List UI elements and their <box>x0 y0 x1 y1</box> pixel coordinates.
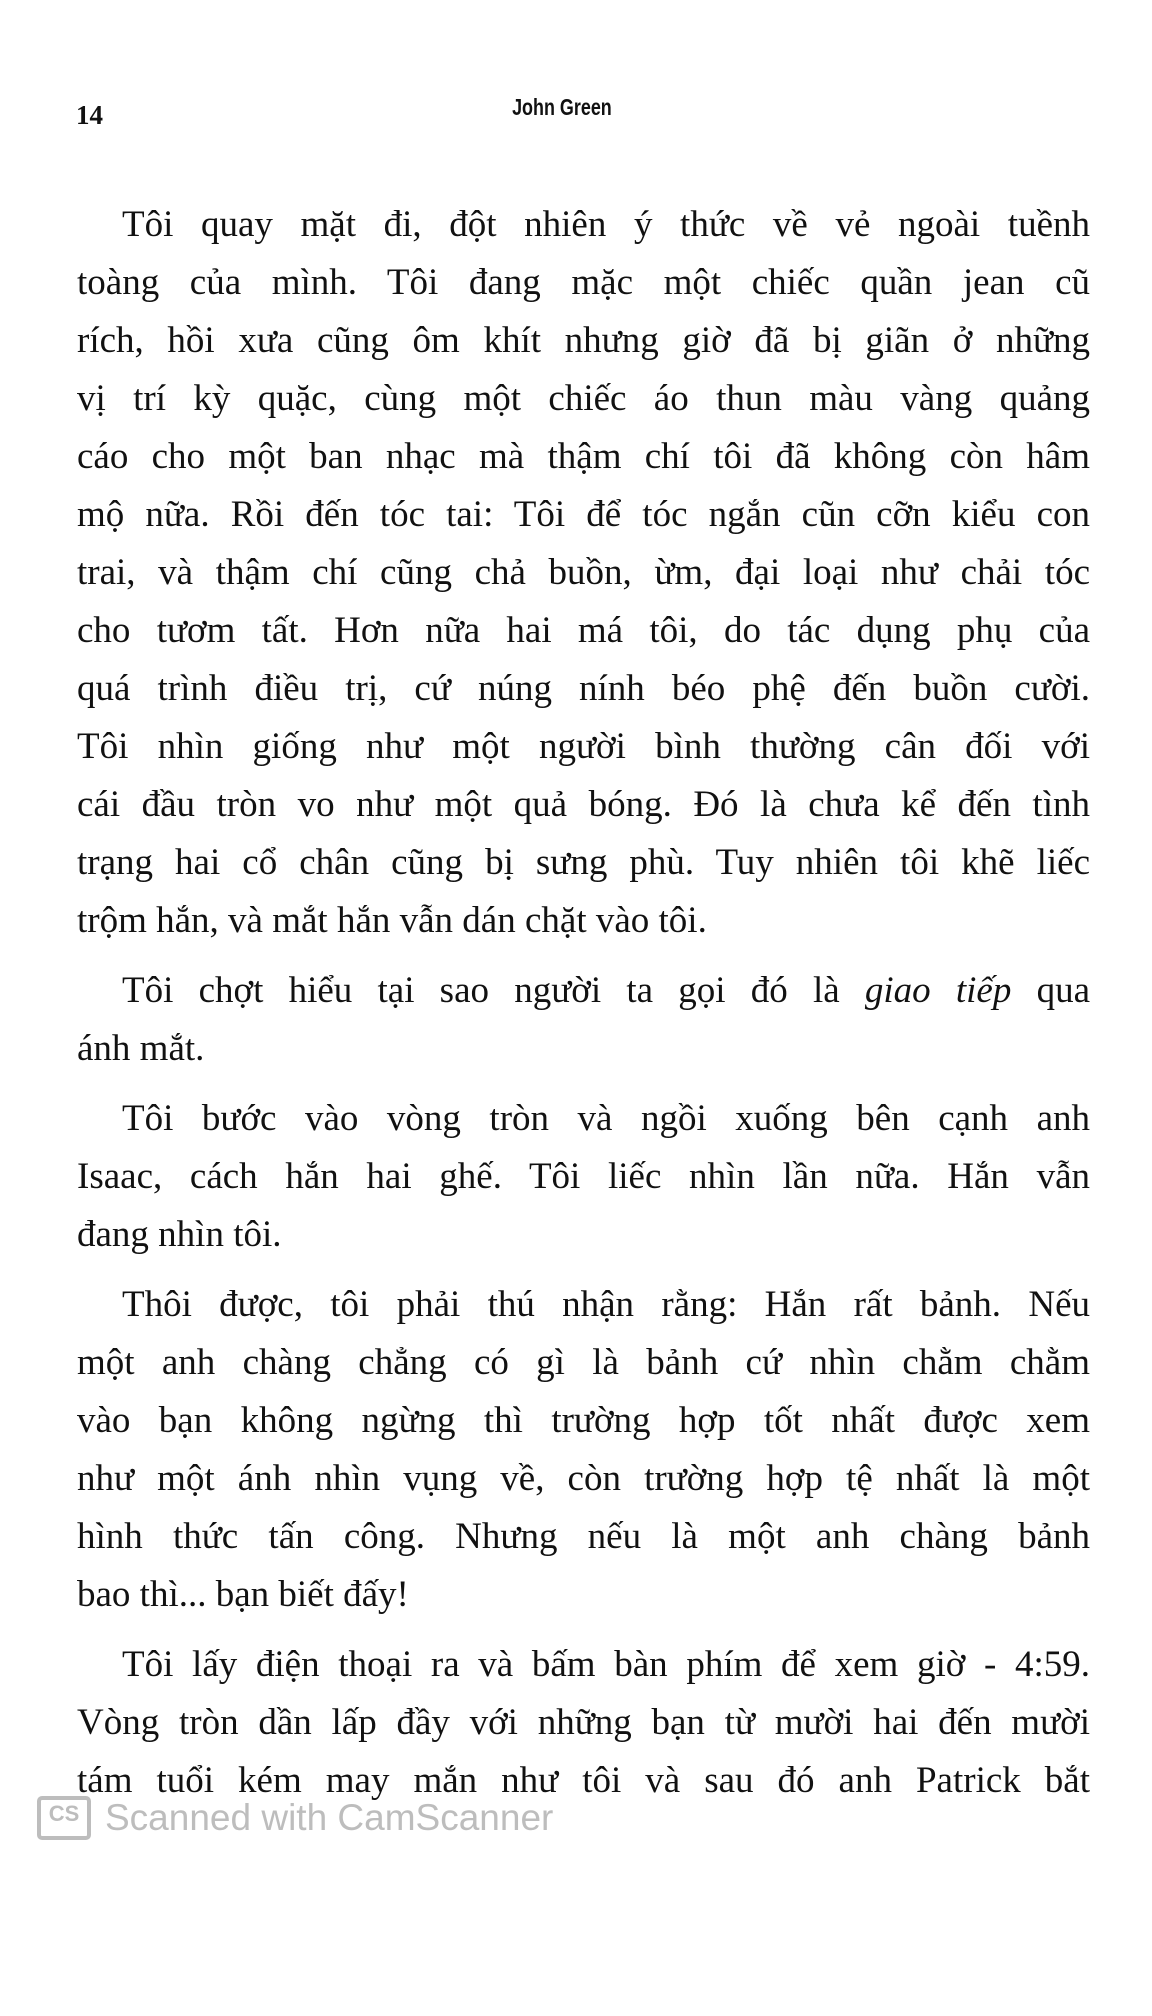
camscanner-logo-icon: CS <box>37 1796 91 1840</box>
text-line: Thôi được, tôi phải thú nhận rằng: Hắn rất bảnh. Nếu <box>122 1284 1090 1325</box>
text-line: trạng hai cổ chân cũng bị sưng phù. Tuy nhiên tôi khẽ liếc <box>77 842 1090 883</box>
text-line: vị trí kỳ quặc, cùng một chiếc áo thun màu vàng quảng <box>77 378 1090 419</box>
text-line: hình thức tấn công. Nhưng nếu là một anh chàng bảnh <box>77 1516 1090 1557</box>
text-line: Tôi chợt hiểu tại sao người ta gọi đó là giao tiếp qua <box>122 970 1090 1011</box>
text-line: Tôi nhìn giống như một người bình thường cân đối với <box>77 726 1090 767</box>
camscanner-watermark <box>37 1796 553 1840</box>
text-line: trai, và thậm chí cũng chả buồn, ừm, đại loại như chải tóc <box>77 552 1090 593</box>
text-line: Isaac, cách hắn hai ghế. Tôi liếc nhìn lần nữa. Hắn vẫn <box>77 1156 1090 1197</box>
italic-emphasis: giao tiếp <box>864 970 1012 1011</box>
text-line: ánh mắt. <box>77 1028 205 1069</box>
text-line: như một ánh nhìn vụng về, còn trường hợp tệ nhất là một <box>77 1458 1090 1499</box>
text-line: cái đầu tròn vo như một quả bóng. Đó là chưa kể đến tình <box>77 784 1090 825</box>
text-line: Vòng tròn dần lấp đầy với những bạn từ mười hai đến mười <box>77 1702 1090 1743</box>
text-line: Tôi bước vào vòng tròn và ngồi xuống bên cạnh anh <box>122 1098 1090 1139</box>
running-head-author: John Green <box>512 94 612 120</box>
text-line: cáo cho một ban nhạc mà thậm chí tôi đã không còn hâm <box>77 436 1090 477</box>
text-line: mộ nữa. Rồi đến tóc tai: Tôi để tóc ngắn cũn cỡn kiểu con <box>77 494 1090 535</box>
text-line: trộm hắn, và mắt hắn vẫn dán chặt vào tôi. <box>77 900 707 941</box>
text-line: rích, hồi xưa cũng ôm khít nhưng giờ đã bị giãn ở những <box>77 320 1090 361</box>
text-line: bao thì... bạn biết đấy! <box>77 1574 409 1615</box>
text-line: quá trình điều trị, cứ núng nính béo phệ đến buồn cười. <box>77 668 1090 709</box>
text-line: một anh chàng chẳng có gì là bảnh cứ nhìn chằm chằm <box>77 1342 1090 1383</box>
text-line: Tôi quay mặt đi, đột nhiên ý thức về vẻ ngoài tuềnh <box>122 204 1090 245</box>
text-line: toàng của mình. Tôi đang mặc một chiếc quần jean cũ <box>77 262 1090 303</box>
watermark-text: Scanned with CamScanner <box>105 1797 554 1838</box>
text-line: đang nhìn tôi. <box>77 1214 282 1255</box>
text-line: cho tươm tất. Hơn nữa hai má tôi, do tác dụng phụ của <box>77 610 1090 651</box>
text-line: tám tuổi kém may mắn như tôi và sau đó anh Patrick bắt <box>77 1760 1090 1801</box>
page-number: 14 <box>76 100 103 130</box>
text-line: Tôi lấy điện thoại ra và bấm bàn phím để xem giờ - 4:59. <box>122 1644 1090 1685</box>
text-line: vào bạn không ngừng thì trường hợp tốt nhất được xem <box>77 1400 1090 1441</box>
